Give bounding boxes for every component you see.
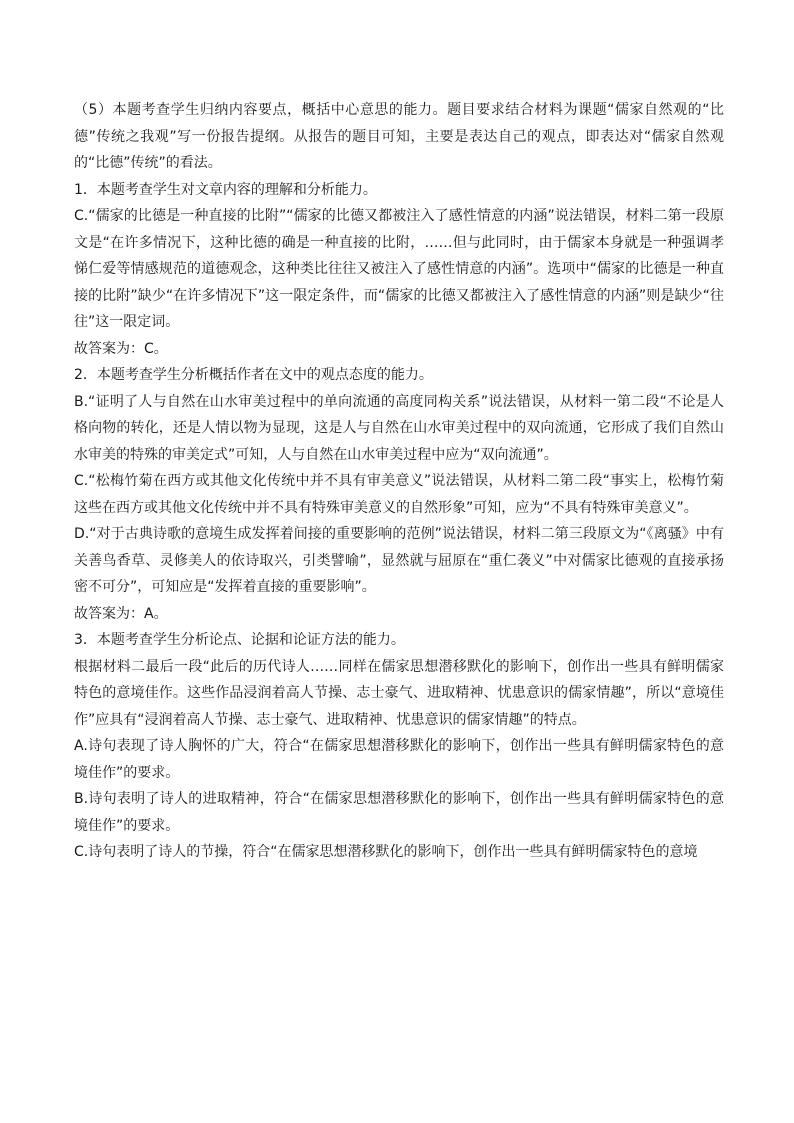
paragraph-q3-heading: 3．本题考查学生分析论点、论据和论证方法的能力。 bbox=[74, 632, 405, 648]
paragraph-q1-heading: 1．本题考查学生对文章内容的理解和分析能力。 bbox=[74, 181, 377, 198]
paragraph-q3-option-a: A.诗句表现了诗人胸怀的广大，符合“在儒家思想潜移默化的影响下，创作出一些具有鲜明儒家特色的意境佳作”的要求。 bbox=[74, 738, 724, 781]
paragraph-q2-option-d: D.“对于古典诗歌的意境生成发挥着间接的重要影响的范例”说法错误，材料二第三段原文为“《离骚》中有关善鸟香草、灵修美人的依诗取兴，引类譬喻”，显然就与屈原在“重仁袭义”中对儒家比德观的直接承扬密不可分”，可知应是“发挥着直接的重要影响”。 bbox=[74, 526, 724, 595]
paragraph-q2-option-b: B.“证明了人与自然在山水审美过程中的单向流通的高度同构关系”说法错误，从材料一第二段“不论是人格向物的转化，还是人情以物为显现，这是人与自然在山水审美过程中的双向流通，它形成了我们自然山水审美的特殊的审美定式”可知，人与自然在山水审美过程中应为“双向流通”。 bbox=[74, 393, 724, 463]
paragraph-q2-option-c: C.“松梅竹菊在西方或其他文化传统中并不具有审美意义”说法错误，从材料二第二段“事实上，松梅竹菊这些在西方或其他文化传统中并不具有特殊审美意义的自然形象”可知，应为“不具有特殊审美意义”。 bbox=[74, 473, 724, 516]
paragraph-q5-explanation: （5）本题考查学生归纳内容要点，概括中心意思的能力。题目要求结合材料为课题“儒家自然观的“比德”传统之我观”写一份报告提纲。从报告的题目可知，主要是表达自己的观点，即表达对“儒家自然观的“比德”传统”的看法。 bbox=[74, 102, 724, 171]
paragraph-q3-option-b: B.诗句表明了诗人的进取精神，符合“在儒家思想潜移默化的影响下，创作出一些具有鲜明儒家特色的意境佳作”的要求。 bbox=[74, 791, 724, 834]
paragraph-q2-heading: 2．本题考查学生分析概括作者在文中的观点态度的能力。 bbox=[74, 367, 433, 383]
paragraph-q1-option-c: C.“儒家的比德是一种直接的比附”“儒家的比德又都被注入了感性情意的内涵”说法错误，材料二第一段原文是“在许多情况下，这种比德的确是一种直接的比附，……但与此同时，由于儒家本身就是一种强调孝悌仁爱等情感规范的道德观念，这种类比往往又被注入了感性情意的内涵”。选项中“儒家的比德是一种直接的比附”缺少“在许多情况下”这一限定条件，而“儒家的比德又都被注入了感性情意的内涵”则是缺少“往往”这一限定词。 bbox=[74, 208, 724, 330]
paragraph-q2-answer: 故答案为：A。 bbox=[74, 605, 168, 622]
paragraph-q3-option-c: C.诗句表明了诗人的节操，符合“在儒家思想潜移默化的影响下，创作出一些具有鲜明儒家特色的意境 bbox=[74, 844, 698, 860]
paragraph-q1-answer: 故答案为：C。 bbox=[74, 340, 168, 357]
answer-explanation-body bbox=[74, 97, 724, 866]
paragraph-q3-analysis: 根据材料二最后一段“此后的历代诗人……同样在儒家思想潜移默化的影响下，创作出一些具有鲜明儒家特色的意境佳作。这些作品浸润着高人节操、志士豪气、进取精神、忧患意识的儒家情趣”，所以“意境佳作”应具有“浸润着高人节操、志士豪气、进取精神、忧患意识的儒家情趣”的特点。 bbox=[74, 658, 724, 728]
